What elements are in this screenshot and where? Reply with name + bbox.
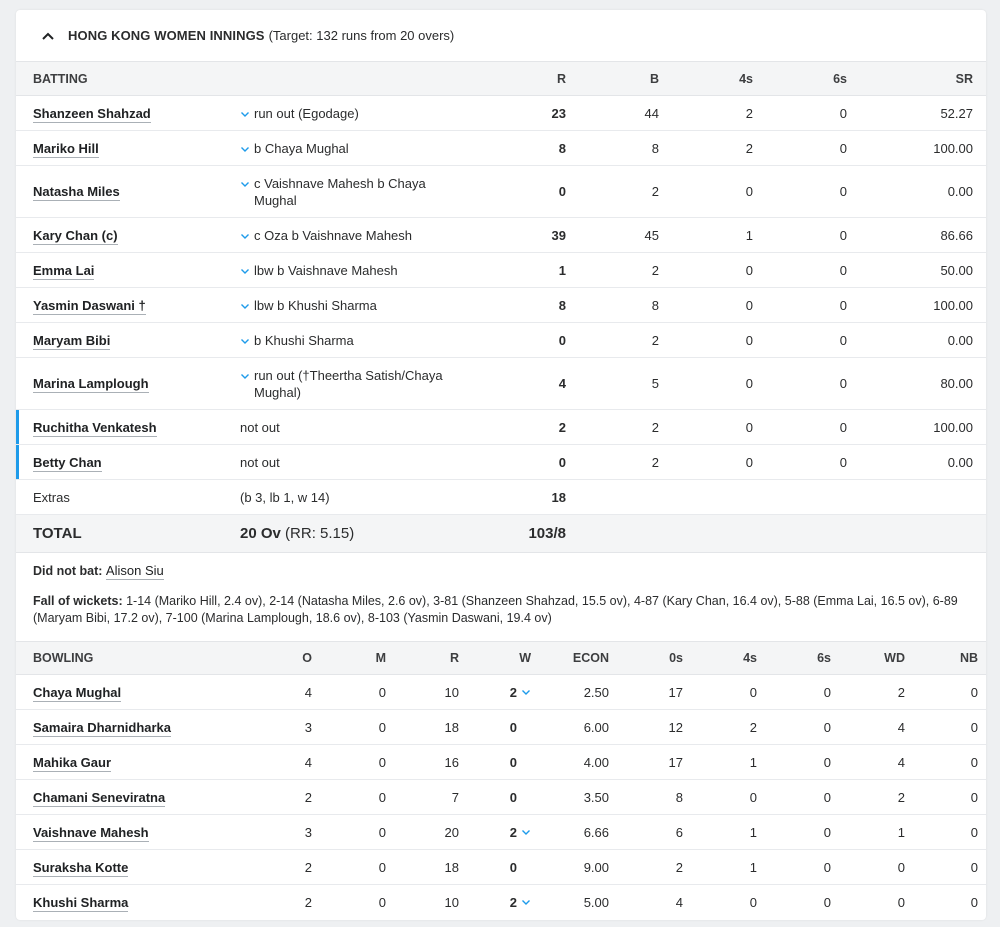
- bowler-economy: 6.66: [583, 824, 609, 840]
- batter-runs: 2: [558, 419, 566, 435]
- dismissal-cell: [240, 419, 480, 436]
- batter-balls: 2: [651, 184, 659, 199]
- bowler-wides: 4: [897, 754, 905, 770]
- dismissal-text: b Khushi Sharma: [254, 332, 354, 348]
- dismissal-cell: [240, 175, 480, 209]
- bowler-maidens: 0: [378, 719, 386, 735]
- dismissal-cell: [240, 140, 480, 157]
- dismissal-text: b Chaya Mughal: [254, 140, 349, 156]
- col-bowl-4s: 4s: [743, 651, 757, 665]
- bowler-runs: 18: [444, 719, 459, 735]
- batter-runs: 23: [551, 105, 566, 121]
- batter-sixes: 0: [839, 140, 847, 156]
- batter-sixes: 0: [839, 297, 847, 313]
- fall-of-wickets-text: 1-14 (Mariko Hill, 2.4 ov), 2-14 (Natasha Miles, 2.6 ov), 3-81 (Shanzeen Shahzad, 15.5 ov), 4-87 (Kary Chan, 16.4 ov), 5-88 (Emma Lai, 16.5 ov), 6-89 (Maryam Bibi, 17.2 ov), 7-100 (Marina Lamplough, 18.6 ov), 8-103 (Yasmin Daswani, 19.4 ov): [33, 594, 958, 625]
- total-run-rate: (RR: 5.15): [285, 525, 355, 542]
- total-score: 103/8: [528, 525, 566, 542]
- bowler-no-balls: 0: [970, 824, 978, 840]
- batter-sixes: 0: [839, 454, 847, 470]
- bowler-overs: 2: [304, 789, 312, 805]
- batter-name[interactable]: Shanzeen Shahzad: [33, 105, 151, 121]
- batter-fours: 0: [745, 297, 753, 313]
- bowler-sixes: 0: [823, 719, 831, 735]
- batter-sixes: 0: [839, 332, 847, 348]
- batting-row: [16, 410, 986, 445]
- chevron-down-icon[interactable]: [240, 179, 250, 189]
- extras-row: [16, 480, 986, 515]
- bowling-header-row: [16, 641, 986, 675]
- col-r: R: [556, 71, 566, 86]
- batter-fours: 1: [745, 227, 753, 243]
- bowler-wides: 2: [897, 684, 905, 700]
- batting-row: [16, 323, 986, 358]
- dismissal-cell: [240, 454, 480, 471]
- chevron-down-icon[interactable]: [240, 301, 250, 311]
- chevron-down-icon[interactable]: [240, 371, 250, 381]
- col-sr: SR: [955, 71, 973, 86]
- fall-of-wickets-label: Fall of wickets:: [33, 594, 123, 608]
- bowler-wickets-cell: [459, 720, 531, 735]
- bowler-maidens: 0: [378, 754, 386, 770]
- batting-rows: [16, 96, 986, 480]
- batter-fours: 0: [745, 454, 753, 470]
- chevron-down-icon[interactable]: [240, 144, 250, 154]
- batter-balls: 44: [644, 105, 659, 121]
- batter-name[interactable]: Ruchitha Venkatesh: [33, 419, 157, 435]
- bowler-dots: 6: [675, 824, 683, 840]
- dismissal-text: c Vaishnave Mahesh b Chaya Mughal: [254, 175, 426, 208]
- bowler-wides: 0: [897, 859, 905, 875]
- batter-strike-rate: 86.66: [940, 227, 973, 243]
- dismissal-text: lbw b Khushi Sharma: [254, 297, 377, 313]
- total-label: TOTAL: [33, 525, 82, 542]
- bowler-wickets-cell[interactable]: [459, 685, 531, 700]
- bowler-wickets: 2: [509, 684, 517, 700]
- bowler-no-balls: 0: [970, 754, 978, 770]
- bowler-fours: 0: [749, 684, 757, 700]
- batter-balls: 8: [651, 297, 659, 313]
- col-b: B: [649, 71, 659, 86]
- bowler-wickets: 2: [509, 824, 517, 840]
- batter-strike-rate: 100.00: [933, 140, 973, 156]
- dismissal-text: run out (Egodage): [254, 105, 359, 121]
- batter-fours: 0: [745, 332, 753, 348]
- col-w: W: [519, 651, 531, 665]
- did-not-bat: [16, 553, 986, 587]
- bowler-name[interactable]: Suraksha Kotte: [33, 859, 129, 875]
- bowler-overs: 3: [304, 824, 312, 840]
- batting-row: [16, 131, 986, 166]
- batter-fours: 0: [745, 419, 753, 435]
- bowler-sixes: 0: [823, 859, 831, 875]
- bowling-row: [16, 850, 986, 885]
- chevron-down-icon[interactable]: [240, 266, 250, 276]
- batter-runs: 8: [558, 140, 566, 156]
- bowler-fours: 1: [749, 824, 757, 840]
- fall-of-wickets: [16, 587, 986, 641]
- bowler-wides: 0: [897, 895, 905, 910]
- dismissal-cell: [240, 367, 480, 401]
- batter-name[interactable]: Yasmin Daswani †: [33, 297, 146, 313]
- col-bowl-r: R: [449, 651, 459, 665]
- chevron-down-icon[interactable]: [521, 827, 531, 837]
- bowler-name[interactable]: Samaira Dharnidharka: [33, 719, 172, 735]
- bowler-wickets: 2: [509, 895, 517, 910]
- batter-balls: 5: [651, 376, 659, 391]
- bowler-dots: 4: [675, 895, 683, 910]
- bowler-wickets-cell: [459, 755, 531, 770]
- batter-balls: 8: [651, 140, 659, 156]
- batter-name[interactable]: Emma Lai: [33, 262, 95, 278]
- extras-value: 18: [551, 489, 566, 505]
- bowler-name[interactable]: Mahika Gaur: [33, 754, 112, 770]
- bowling-rows: [16, 675, 986, 920]
- bowling-row: [16, 815, 986, 850]
- bowler-wides: 1: [897, 824, 905, 840]
- bowler-maidens: 0: [378, 684, 386, 700]
- total-overs: 20 Ov: [240, 525, 281, 542]
- scorecard-card: [16, 10, 986, 920]
- bowler-sixes: 0: [823, 789, 831, 805]
- extras-detail: (b 3, lb 1, w 14): [240, 489, 330, 505]
- bowler-no-balls: 0: [970, 789, 978, 805]
- batting-row: [16, 358, 986, 410]
- dismissal-cell: [240, 297, 480, 314]
- batter-strike-rate: 100.00: [933, 419, 973, 435]
- bowler-economy: 9.00: [583, 859, 609, 875]
- dismissal-cell: [240, 227, 480, 244]
- bowler-fours: 1: [749, 859, 757, 875]
- bowler-no-balls: 0: [970, 719, 978, 735]
- bowler-dots: 12: [668, 719, 683, 735]
- chevron-down-icon[interactable]: [521, 687, 531, 697]
- bowler-dots: 2: [675, 859, 683, 875]
- batter-balls: 2: [651, 262, 659, 278]
- batter-fours: 2: [745, 105, 753, 121]
- dismissal-cell: [240, 105, 480, 122]
- col-0s: 0s: [669, 651, 683, 665]
- bowler-wides: 4: [897, 719, 905, 735]
- bowler-runs: 18: [444, 859, 459, 875]
- batter-sixes: 0: [839, 419, 847, 435]
- bowler-wickets: 0: [509, 859, 517, 875]
- batter-balls: 2: [651, 419, 659, 435]
- batter-balls: 2: [651, 454, 659, 470]
- batting-row: [16, 218, 986, 253]
- bowler-wickets-cell: [459, 860, 531, 875]
- bowler-runs: 7: [451, 789, 459, 805]
- bowler-wickets: 0: [509, 719, 517, 735]
- bowler-economy: 6.00: [583, 719, 609, 735]
- batting-header-row: [16, 62, 986, 96]
- bowler-overs: 3: [304, 719, 312, 735]
- batter-balls: 2: [651, 332, 659, 348]
- bowler-name[interactable]: Chaya Mughal: [33, 684, 122, 700]
- bowler-economy: 2.50: [583, 684, 609, 700]
- chevron-down-icon[interactable]: [240, 231, 250, 241]
- bowler-economy: 4.00: [583, 754, 609, 770]
- batter-name[interactable]: Maryam Bibi: [33, 332, 111, 348]
- chevron-down-icon[interactable]: [521, 897, 531, 907]
- batter-strike-rate: 52.27: [940, 105, 973, 121]
- batter-runs: 4: [558, 376, 566, 391]
- bowler-dots: 17: [668, 754, 683, 770]
- bowler-sixes: 0: [823, 754, 831, 770]
- dismissal-cell: [240, 262, 480, 279]
- innings-title: HONG KONG WOMEN INNINGS: [68, 28, 265, 43]
- bowler-overs: 4: [304, 684, 312, 700]
- bowler-maidens: 0: [378, 824, 386, 840]
- batting-row: [16, 253, 986, 288]
- batter-sixes: 0: [839, 184, 847, 199]
- batter-runs: 0: [558, 184, 566, 199]
- bowler-fours: 1: [749, 754, 757, 770]
- bowler-wickets-cell: [459, 790, 531, 805]
- batter-name[interactable]: Marina Lamplough: [33, 376, 149, 391]
- bowling-row: [16, 745, 986, 780]
- bowler-runs: 10: [444, 684, 459, 700]
- batter-runs: 0: [558, 454, 566, 470]
- bowling-row: [16, 675, 986, 710]
- batter-name[interactable]: Natasha Miles: [33, 184, 120, 199]
- total-row: [16, 515, 986, 553]
- bowler-name[interactable]: Vaishnave Mahesh: [33, 824, 149, 840]
- batter-runs: 0: [558, 332, 566, 348]
- chevron-down-icon[interactable]: [240, 336, 250, 346]
- batter-sixes: 0: [839, 376, 847, 391]
- bowler-dots: 8: [675, 789, 683, 805]
- bowler-maidens: 0: [378, 859, 386, 875]
- col-m: M: [375, 651, 386, 665]
- bowler-name[interactable]: Khushi Sharma: [33, 895, 129, 910]
- batter-runs: 39: [551, 227, 566, 243]
- bowler-no-balls: 0: [970, 859, 978, 875]
- bowler-overs: 4: [304, 754, 312, 770]
- batter-name[interactable]: Betty Chan: [33, 454, 102, 470]
- bowling-col-label: BOWLING: [33, 651, 94, 665]
- batter-fours: 0: [745, 376, 753, 391]
- batter-sixes: 0: [839, 105, 847, 121]
- batter-fours: 0: [745, 184, 753, 199]
- did-not-bat-label: Did not bat:: [33, 564, 103, 578]
- bowler-wickets-cell[interactable]: [459, 825, 531, 840]
- chevron-up-icon[interactable]: [40, 28, 56, 44]
- chevron-down-icon[interactable]: [240, 109, 250, 119]
- bowler-wickets: 0: [509, 789, 517, 805]
- batter-strike-rate: 0.00: [947, 184, 973, 199]
- bowler-overs: 2: [304, 859, 312, 875]
- bowler-name[interactable]: Chamani Seneviratna: [33, 789, 166, 805]
- bowler-wickets: 0: [509, 754, 517, 770]
- extras-label: Extras: [33, 489, 70, 505]
- bowler-runs: 10: [444, 895, 459, 910]
- batter-balls: 45: [644, 227, 659, 243]
- innings-header[interactable]: [16, 10, 986, 62]
- col-4s: 4s: [739, 71, 753, 86]
- bowler-no-balls: 0: [970, 895, 978, 910]
- col-o: O: [302, 651, 312, 665]
- bowler-wickets-cell[interactable]: [459, 895, 531, 910]
- batter-name[interactable]: Mariko Hill: [33, 140, 99, 156]
- col-econ: ECON: [572, 651, 609, 665]
- batter-fours: 0: [745, 262, 753, 278]
- innings-target: (Target: 132 runs from 20 overs): [268, 28, 455, 43]
- dismissal-text: lbw b Vaishnave Mahesh: [254, 262, 398, 278]
- dismissal-cell: [240, 332, 480, 349]
- bowling-row: [16, 710, 986, 745]
- bowler-runs: 20: [444, 824, 459, 840]
- batter-strike-rate: 80.00: [940, 376, 973, 391]
- batter-strike-rate: 100.00: [933, 297, 973, 313]
- bowling-row: [16, 885, 986, 920]
- bowler-wides: 2: [897, 789, 905, 805]
- batter-sixes: 0: [839, 262, 847, 278]
- bowler-economy: 5.00: [583, 895, 609, 910]
- col-6s: 6s: [833, 71, 847, 86]
- dismissal-text: c Oza b Vaishnave Mahesh: [254, 227, 413, 243]
- batter-runs: 1: [558, 262, 566, 278]
- bowler-fours: 2: [749, 719, 757, 735]
- batting-row: [16, 445, 986, 480]
- did-not-bat-player[interactable]: Alison Siu: [105, 563, 164, 578]
- bowler-no-balls: 0: [970, 684, 978, 700]
- col-bowl-6s: 6s: [817, 651, 831, 665]
- bowler-sixes: 0: [823, 684, 831, 700]
- batter-strike-rate: 0.00: [947, 454, 973, 470]
- batting-row: [16, 166, 986, 218]
- bowler-fours: 0: [749, 789, 757, 805]
- batter-name[interactable]: Kary Chan (c): [33, 227, 118, 243]
- bowler-overs: 2: [304, 895, 312, 910]
- bowler-economy: 3.50: [583, 789, 609, 805]
- bowler-maidens: 0: [378, 789, 386, 805]
- bowler-sixes: 0: [823, 824, 831, 840]
- bowler-runs: 16: [444, 754, 459, 770]
- bowler-fours: 0: [749, 895, 757, 910]
- batter-strike-rate: 50.00: [940, 262, 973, 278]
- batter-runs: 8: [558, 297, 566, 313]
- bowling-row: [16, 780, 986, 815]
- batter-fours: 2: [745, 140, 753, 156]
- bowler-dots: 17: [668, 684, 683, 700]
- batting-col-label: BATTING: [33, 71, 88, 86]
- dismissal-text: run out (†Theertha Satish/Chaya Mughal): [254, 367, 443, 400]
- batting-row: [16, 288, 986, 323]
- col-nb: NB: [959, 651, 978, 665]
- batter-strike-rate: 0.00: [947, 332, 973, 348]
- bowler-sixes: 0: [823, 895, 831, 910]
- batting-row: [16, 96, 986, 131]
- dismissal-text: not out: [240, 419, 280, 435]
- bowler-maidens: 0: [378, 895, 386, 910]
- col-wd: WD: [884, 651, 905, 665]
- batter-sixes: 0: [839, 227, 847, 243]
- dismissal-text: not out: [240, 454, 280, 470]
